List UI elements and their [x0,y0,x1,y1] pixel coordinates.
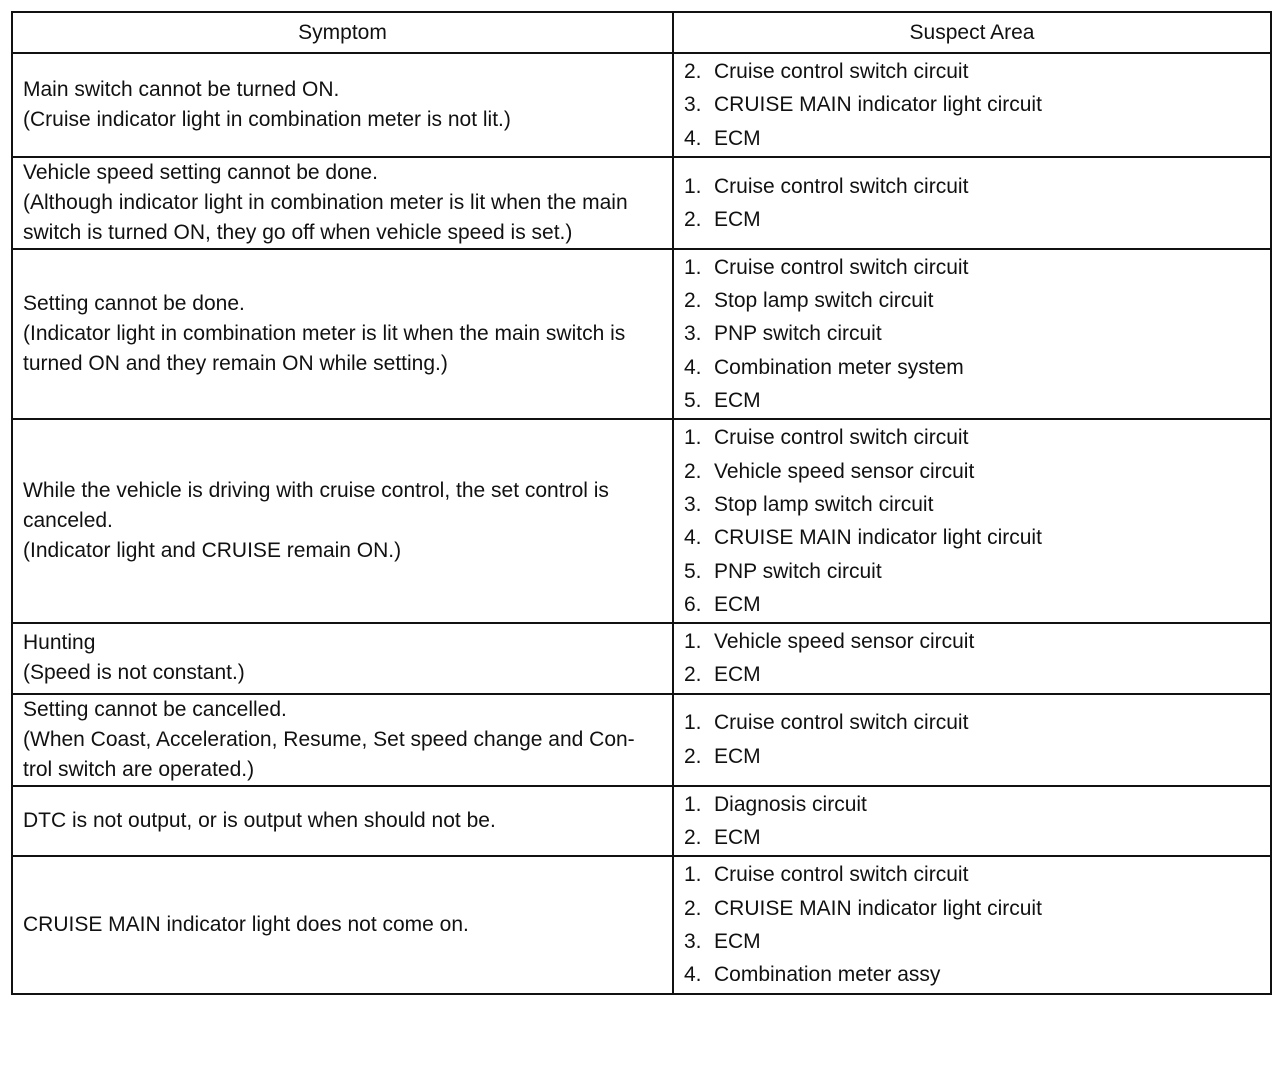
table-row [12,249,1271,419]
suspect-list-item [684,821,1260,854]
suspect-item-text: Diagnosis circuit [714,792,867,816]
suspect-item-text: ECM [714,207,761,231]
suspect-list-item [684,284,1260,317]
suspect-area-cell [673,53,1271,157]
suspect-list-item [684,788,1260,821]
table-row [12,157,1271,249]
symptom-text-line: Hunting [23,631,96,655]
suspect-item-number: 3. [684,492,702,516]
suspect-item-number: 2. [684,826,702,850]
suspect-item-number: 2. [684,60,702,83]
symptom-cell [12,53,673,157]
symptom-text-line: Setting cannot be cancelled. [23,697,287,721]
table-row [12,694,1271,786]
suspect-item-text: ECM [714,929,761,953]
suspect-list-item [684,203,1260,236]
suspect-list-item [684,122,1260,155]
suspect-item-text: Cruise control switch circuit [714,426,969,450]
suspect-item-text: ECM [714,389,761,413]
suspect-item-number: 1. [684,630,702,654]
suspect-list-item [684,455,1260,488]
suspect-item-number: 2. [684,896,702,920]
symptom-cell [12,786,673,857]
symptom-text-line: (When Coast, Acceleration, Resume, Set speed change and Con- [23,727,635,751]
symptom-text-line: CRUISE MAIN indicator light does not come on. [23,912,469,936]
suspect-item-number: 4. [684,355,702,379]
suspect-item-number: 2. [684,663,702,687]
suspect-item-text: Stop lamp switch circuit [714,492,934,516]
suspect-list-item [684,170,1260,203]
suspect-item-number: 5. [684,559,702,583]
suspect-list-item [684,925,1260,958]
symptom-text-line: Main switch cannot be turned ON. [23,77,340,101]
suspect-item-text: Cruise control switch circuit [714,60,969,83]
symptom-cell [12,623,673,694]
suspect-item-text: PNP switch circuit [714,559,882,583]
suspect-item-text: CRUISE MAIN indicator light circuit [714,93,1042,117]
suspect-item-number: 2. [684,207,702,231]
suspect-item-text: Combination meter assy [714,963,941,987]
table-row [12,623,1271,694]
suspect-item-number: 1. [684,863,702,887]
suspect-list-item [684,251,1260,284]
suspect-item-number: 2. [684,289,702,313]
suspect-list-item [684,55,1260,88]
suspect-item-text: Cruise control switch circuit [714,711,969,735]
table-row [12,786,1271,857]
table-row [12,419,1271,623]
suspect-item-text: Combination meter system [714,355,964,379]
symptom-cell [12,249,673,419]
suspect-area-cell [673,249,1271,419]
suspect-list-item [684,740,1260,773]
symptom-cell [12,157,673,249]
symptom-text-line: (Although indicator light in combination meter is lit when the main [23,190,628,214]
table-body [12,53,1271,994]
symptom-text-line: switch is turned ON, they go off when vehicle speed is set.) [23,220,573,244]
suspect-item-text: PNP switch circuit [714,322,882,346]
suspect-list-item [684,521,1260,554]
suspect-item-number: 4. [684,526,702,550]
symptom-text-line: While the vehicle is driving with cruise control, the set control is [23,479,609,503]
suspect-item-text: ECM [714,826,761,850]
symptom-text-line: (Speed is not constant.) [23,661,245,685]
symptom-text-line: (Indicator light in combination meter is lit when the main switch is [23,322,626,346]
suspect-item-text: ECM [714,744,761,768]
suspect-list-item [684,706,1260,739]
suspect-item-text: ECM [714,126,761,150]
suspect-item-text: CRUISE MAIN indicator light circuit [714,896,1042,920]
suspect-item-text: Cruise control switch circuit [714,174,969,198]
suspect-list-item [684,317,1260,350]
suspect-item-text: Cruise control switch circuit [714,863,969,887]
suspect-list-item [684,421,1260,454]
symptom-text-line: Setting cannot be done. [23,292,245,316]
symptom-text-line: trol switch are operated.) [23,757,255,781]
suspect-list-item [684,488,1260,521]
suspect-item-number: 4. [684,126,702,150]
suspect-area-cell [673,786,1271,857]
suspect-list-item [684,588,1260,621]
suspect-item-number: 3. [684,929,702,953]
suspect-area-cell [673,419,1271,623]
symptom-cell [12,856,673,993]
suspect-item-number: 2. [684,459,702,483]
suspect-list-item [684,892,1260,925]
suspect-item-number: 1. [684,792,702,816]
symptom-text-line: canceled. [23,509,113,533]
suspect-item-number: 1. [684,426,702,450]
symptom-text-line: DTC is not output, or is output when should not be. [23,809,496,833]
suspect-item-number: 5. [684,389,702,413]
suspect-list-item [684,555,1260,588]
suspect-item-number: 1. [684,255,702,279]
suspect-item-number: 6. [684,592,702,616]
suspect-item-text: CRUISE MAIN indicator light circuit [714,526,1042,550]
suspect-area-cell [673,623,1271,694]
suspect-list-item [684,958,1260,991]
symptom-text-line: Vehicle speed setting cannot be done. [23,160,378,184]
suspect-list-item [684,858,1260,891]
suspect-list-item [684,658,1260,691]
suspect-area-cell [673,856,1271,993]
suspect-item-number: 2. [684,744,702,768]
suspect-area-column-header: Suspect Area [673,12,1271,53]
header-row [12,12,1271,53]
suspect-item-text: ECM [714,663,761,687]
suspect-area-cell [673,694,1271,786]
suspect-item-number: 1. [684,174,702,198]
symptom-cell [12,694,673,786]
suspect-item-text: ECM [714,592,761,616]
suspect-area-cell [673,157,1271,249]
troubleshooting-table-container [11,11,1270,995]
suspect-item-text: Vehicle speed sensor circuit [714,459,975,483]
suspect-list-item [684,351,1260,384]
suspect-list-item [684,625,1260,658]
symptom-text-line: (Cruise indicator light in combination meter is not lit.) [23,107,511,131]
table-row [12,53,1271,157]
suspect-item-number: 1. [684,711,702,735]
suspect-item-text: Vehicle speed sensor circuit [714,630,975,654]
symptom-text-line: turned ON and they remain ON while setting.) [23,352,448,376]
suspect-list-item [684,88,1260,121]
suspect-list-item [684,384,1260,417]
symptom-cell [12,419,673,623]
symptom-column-header: Symptom [12,12,673,53]
suspect-item-text: Cruise control switch circuit [714,255,969,279]
symptom-text-line: (Indicator light and CRUISE remain ON.) [23,539,402,563]
suspect-item-number: 3. [684,93,702,117]
suspect-item-number: 4. [684,963,702,987]
symptom-suspect-table [11,11,1272,995]
table-row [12,856,1271,993]
suspect-item-text: Stop lamp switch circuit [714,289,934,313]
suspect-item-number: 3. [684,322,702,346]
